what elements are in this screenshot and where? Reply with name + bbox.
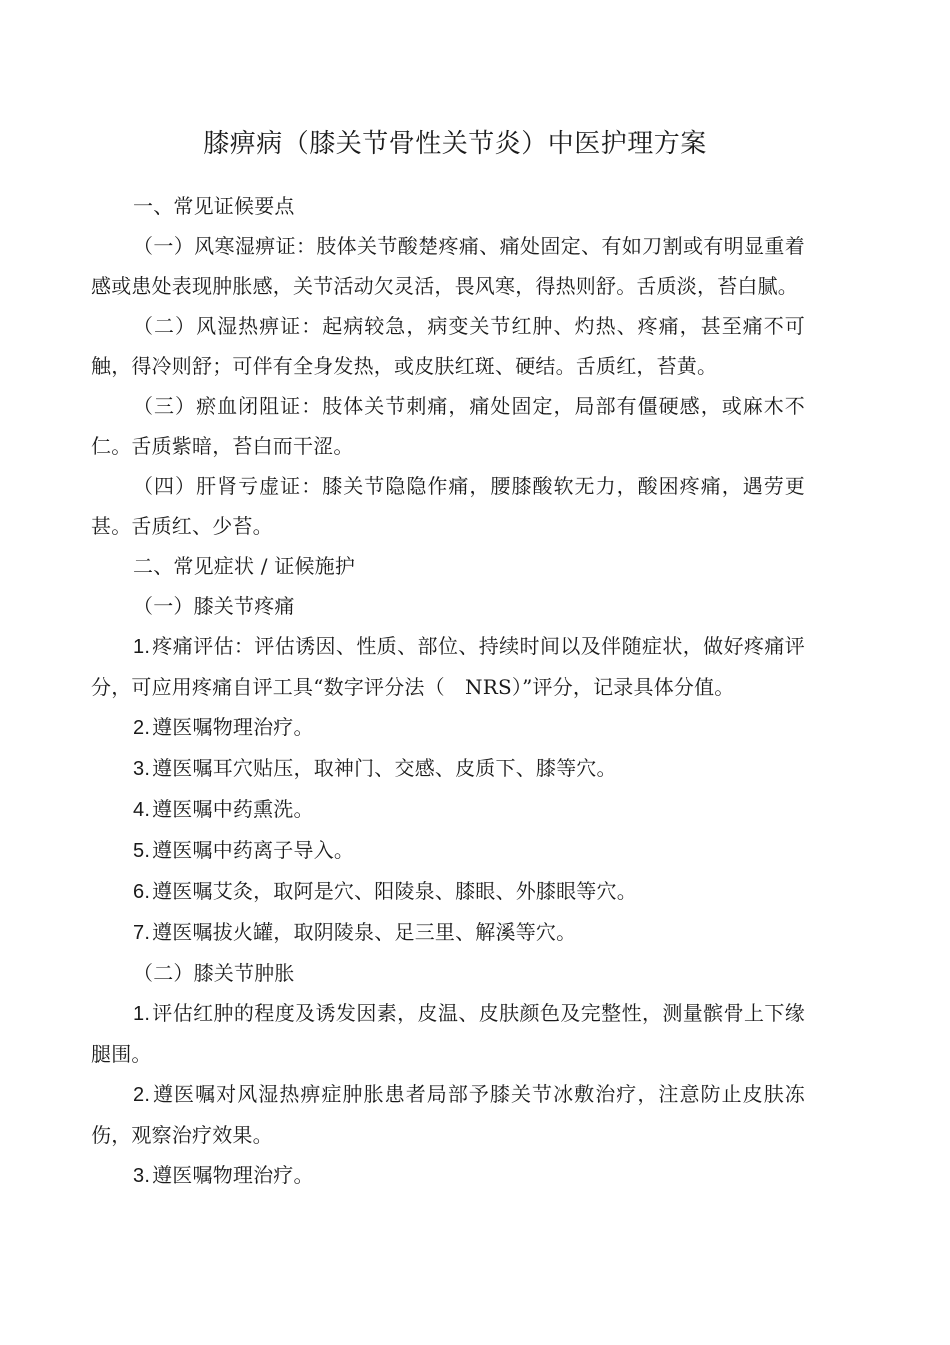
list-item xyxy=(91,748,805,789)
list-item xyxy=(91,707,805,748)
paragraph xyxy=(91,306,805,386)
subsection-heading xyxy=(91,953,805,993)
list-number: 2. xyxy=(133,1084,151,1106)
paragraph-text: 遵医嘱物理治疗。 xyxy=(152,1163,314,1187)
paragraph xyxy=(91,466,805,546)
paragraph-text: （三）瘀血闭阻证：肢体关节刺痛，痛处固定，局部有僵硬感，或麻木不仁。舌质紫暗，苔白而干涩。 xyxy=(91,394,805,458)
paragraph-text: 遵医嘱对风湿热痹症肿胀患者局部予膝关节冰敷治疗，注意防止皮肤冻伤，观察治疗效果。 xyxy=(91,1082,805,1147)
list-item xyxy=(91,1155,805,1196)
paragraph-text: 一、常见证候要点 xyxy=(133,194,295,218)
list-item xyxy=(91,871,805,912)
list-number: 6. xyxy=(133,881,151,903)
list-item xyxy=(91,626,805,707)
list-number: 5. xyxy=(133,840,151,862)
list-number: 1. xyxy=(133,1003,151,1025)
list-number: 4. xyxy=(133,799,151,821)
list-number: 3. xyxy=(133,1165,151,1187)
paragraph-text: （二）风湿热痹证：起病较急，病变关节红肿、灼热、疼痛，甚至痛不可触，得冷则舒；可伴有全身发热，或皮肤红斑、硬结。舌质红，苔黄。 xyxy=(91,314,805,378)
section-heading xyxy=(91,546,805,586)
paragraph xyxy=(91,226,805,306)
paragraph-text: 遵医嘱拔火罐，取阴陵泉、足三里、解溪等穴。 xyxy=(152,920,577,944)
paragraph-text: （一）风寒湿痹证：肢体关节酸楚疼痛、痛处固定、有如刀割或有明显重着感或患处表现肿胀感，关节活动欠灵活，畏风寒，得热则舒。舌质淡，苔白腻。 xyxy=(91,234,805,298)
document-body xyxy=(91,186,805,1196)
subsection-heading xyxy=(91,586,805,626)
list-item xyxy=(91,912,805,953)
paragraph xyxy=(91,386,805,466)
paragraph-text: 疼痛评估：评估诱因、性质、部位、持续时间以及伴随症状，做好疼痛评分，可应用疼痛自评工具“数字评分法（ NRS）”评分，记录具体分值。 xyxy=(91,634,805,699)
list-number: 1. xyxy=(133,636,151,658)
paragraph-text: 遵医嘱中药熏洗。 xyxy=(152,797,314,821)
list-item xyxy=(91,789,805,830)
paragraph-text: （四）肝肾亏虚证：膝关节隐隐作痛，腰膝酸软无力，酸困疼痛，遇劳更甚。舌质红、少苔。 xyxy=(91,474,805,538)
list-item xyxy=(91,1074,805,1155)
list-number: 3. xyxy=(133,758,151,780)
paragraph-text: 遵医嘱物理治疗。 xyxy=(152,715,314,739)
list-item xyxy=(91,830,805,871)
paragraph-text: 评估红肿的程度及诱发因素，皮温、皮肤颜色及完整性，测量髌骨上下缘腿围。 xyxy=(91,1001,805,1066)
section-heading xyxy=(91,186,805,226)
document-title: 膝痹病（膝关节骨性关节炎）中医护理方案 xyxy=(203,129,707,159)
paragraph-text: （二）膝关节肿胀 xyxy=(133,961,295,985)
paragraph-text: 二、常见症状 / 证候施护 xyxy=(133,554,356,578)
paragraph-text: 遵医嘱中药离子导入。 xyxy=(152,838,355,862)
paragraph-text: 遵医嘱耳穴贴压，取神门、交感、皮质下、膝等穴。 xyxy=(152,756,617,780)
paragraph-text: 遵医嘱艾灸，取阿是穴、阳陵泉、膝眼、外膝眼等穴。 xyxy=(152,879,637,903)
paragraph-text: （一）膝关节疼痛 xyxy=(133,594,295,618)
list-number: 2. xyxy=(133,717,151,739)
list-item xyxy=(91,993,805,1074)
list-number: 7. xyxy=(133,922,151,944)
